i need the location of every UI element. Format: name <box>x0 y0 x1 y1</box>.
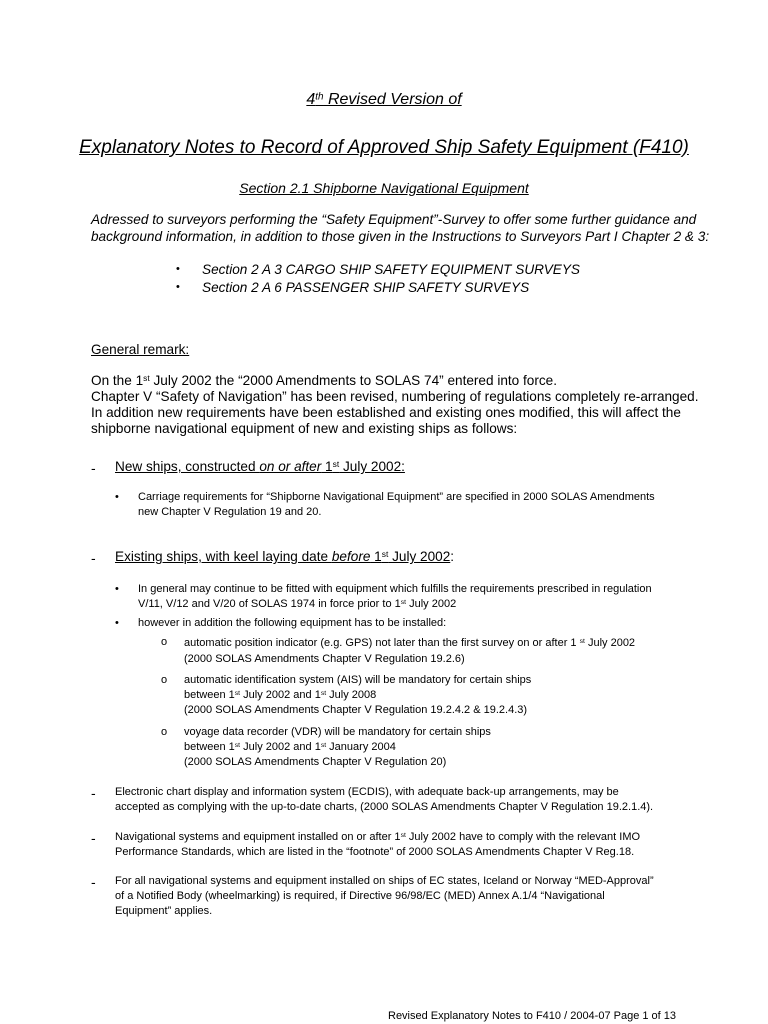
existing-bullet-1-line-1: In general may continue to be fitted with equipment which fulfills the requirements prescribed in regulation <box>138 583 652 595</box>
sub-item-2-line-3: (2000 SOLAS Amendments Chapter V Regulation 19.2.4.2 & 19.2.4.3) <box>184 704 528 716</box>
ec-states-line-1: For all navigational systems and equipment installed on ships of EC states, Iceland or Norway “MED-Approval” <box>115 875 654 887</box>
intro-line-1: Adressed to surveyors performing the “Safety Equipment”-Survey to offer some further guidance and <box>91 212 697 227</box>
dash-icon: - <box>91 550 96 566</box>
intro-line-2: background information, in addition to those given in the Instructions to Surveyors Part I Chapter 2 & 3: <box>91 229 710 244</box>
sub-item-3-line-1: voyage data recorder (VDR) will be mandatory for certain ships <box>184 726 491 738</box>
sub-item-1-line-2: (2000 SOLAS Amendments Chapter V Regulation 19.2.6) <box>184 653 465 665</box>
section-title: Section 2.1 Shipborne Navigational Equipment <box>239 180 529 196</box>
dash-icon: - <box>91 785 96 801</box>
page-footer: Revised Explanatory Notes to F410 / 2004-07 Page 1 of 13 <box>388 1010 677 1022</box>
general-paragraph-line-4: shipborne navigational equipment of new and existing ships as follows: <box>91 421 518 436</box>
bullet-icon: • <box>115 491 119 503</box>
general-paragraph-line-3: In addition new requirements have been established and existing ones modified, this will affect the <box>91 405 681 420</box>
sub-item-2-line-2: between 1st July 2002 and 1st July 2008 <box>184 689 377 701</box>
intro-bullet-2: Section 2 A 6 PASSENGER SHIP SAFETY SURVEYS <box>202 280 530 295</box>
navsys-line-2: Performance Standards, which are listed in the “footnote” of 2000 SOLAS Amendments Chapter V Reg.18. <box>115 846 635 858</box>
sub-item-3-line-2: between 1st July 2002 and 1st January 2004 <box>184 741 396 753</box>
new-ships-bullet-line-2: new Chapter V Regulation 19 and 20. <box>138 506 322 518</box>
dash-icon: - <box>91 830 96 846</box>
revised-version-heading: 4th Revised Version of <box>306 91 462 108</box>
existing-ships-heading: Existing ships, with keel laying date before 1st July 2002: <box>115 549 455 564</box>
bullet-icon: • <box>176 281 180 293</box>
general-remark-heading: General remark: <box>91 342 190 357</box>
existing-bullet-1-line-2: V/11, V/12 and V/20 of SOLAS 1974 in force prior to 1st July 2002 <box>138 598 457 610</box>
ec-states-line-2: of a Notified Body (wheelmarking) is required, if Directive 96/98/EC (MED) Annex A.1/4 “Navigational <box>115 890 605 902</box>
bullet-icon: • <box>176 263 180 275</box>
existing-bullet-2: however in addition the following equipment has to be installed: <box>138 617 447 629</box>
ec-states-line-3: Equipment” applies. <box>115 905 213 917</box>
dash-icon: - <box>91 460 96 476</box>
circle-bullet-icon: o <box>161 726 168 738</box>
bullet-icon: • <box>115 583 119 595</box>
general-paragraph-line-2: Chapter V “Safety of Navigation” has been revised, numbering of regulations completely re-arranged. <box>91 389 699 404</box>
navsys-line-1: Navigational systems and equipment installed on or after 1st July 2002 have to comply with the relevant IMO <box>115 831 641 843</box>
new-ships-bullet-line-1: Carriage requirements for “Shipborne Navigational Equipment” are specified in 2000 SOLAS Amendments <box>138 491 655 503</box>
sub-item-1-line-1: automatic position indicator (e.g. GPS) not later than the first survey on or after 1 $^{st}$ July 2002 <box>184 637 636 649</box>
main-title: Explanatory Notes to Record of Approved Ship Safety Equipment (F410) <box>79 137 689 158</box>
dash-icon: - <box>91 874 96 890</box>
ecdis-line-2: accepted as complying with the up-to-date charts, (2000 SOLAS Amendments Chapter V Regulation 19.2.1.4). <box>115 801 654 813</box>
sub-item-2-line-1: automatic identification system (AIS) will be mandatory for certain ships <box>184 674 532 686</box>
intro-bullet-1: Section 2 A 3 CARGO SHIP SAFETY EQUIPMENT SURVEYS <box>202 262 580 277</box>
general-paragraph-line-1: On the 1st July 2002 the “2000 Amendments to SOLAS 74” entered into force. <box>91 373 558 388</box>
new-ships-heading: New ships, constructed on or after 1st July 2002: <box>115 459 405 474</box>
bullet-icon: • <box>115 617 119 629</box>
sub-item-3-line-3: (2000 SOLAS Amendments Chapter V Regulation 20) <box>184 756 447 768</box>
circle-bullet-icon: o <box>161 636 168 648</box>
circle-bullet-icon: o <box>161 674 168 686</box>
ecdis-line-1: Electronic chart display and information system (ECDIS), with adequate back-up arrangements, may be <box>115 786 619 798</box>
